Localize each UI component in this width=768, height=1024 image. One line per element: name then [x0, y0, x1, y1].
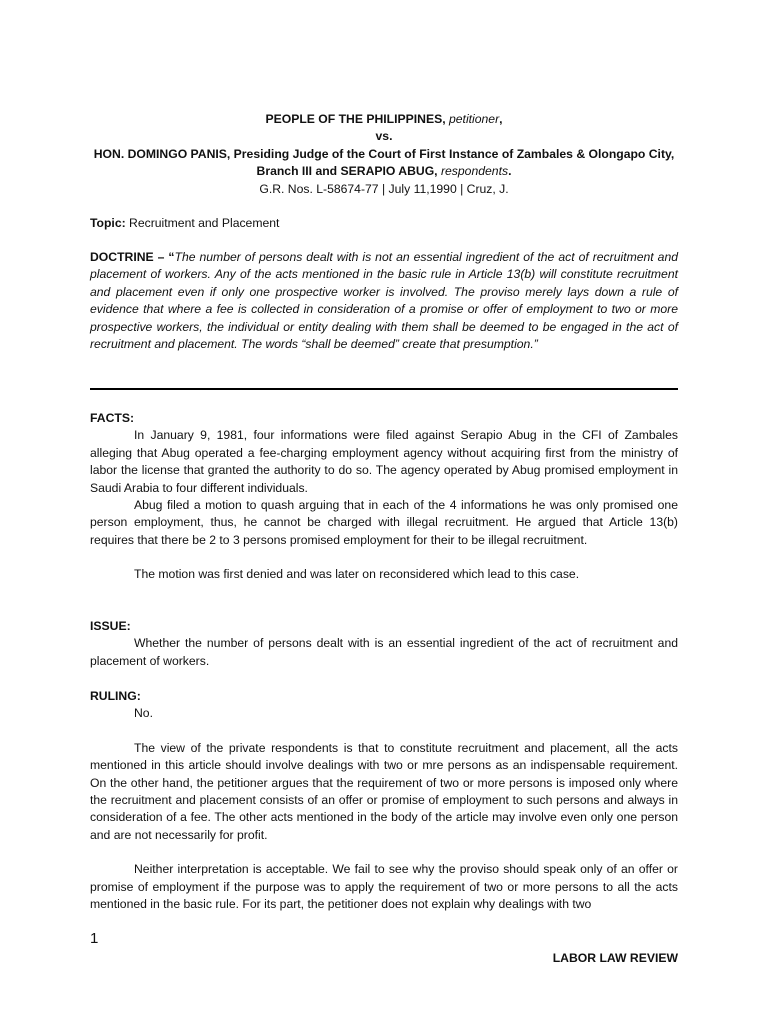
- topic-label: Topic:: [90, 216, 126, 230]
- horizontal-divider: [90, 388, 678, 390]
- doctrine-label: DOCTRINE – “: [90, 250, 175, 264]
- facts-paragraph-3: The motion was first denied and was later on reconsidered which lead to this case.: [134, 567, 580, 582]
- punct: ,: [499, 112, 503, 126]
- facts-heading: FACTS:: [90, 411, 135, 425]
- ruling-heading: RULING:: [90, 689, 141, 703]
- doctrine-text: The number of persons dealt with is not an essential ingredient of the act of recruitment and placement of workers. Any of the acts mentioned in the basic rule in Article 13(b) will constitute recruitment and placement even if only one prospective worker is involved. The proviso merely lays down a rule of evidence that where a fee is collected in consideration of a promise or offer of employment to two or more prospective workers, the individual or entity dealing with them shall be deemed to be engaged in the act of recruitment and placement. The words “shall be deemed” create that presumption.”: [90, 250, 678, 352]
- petitioner-name: PEOPLE OF THE PHILIPPINES,: [265, 112, 446, 126]
- ruling-section: [90, 688, 678, 913]
- caption-versus: vs.: [375, 129, 393, 144]
- ruling-paragraph-1: The view of the private respondents is that to constitute recruitment and placement, all the acts mentioned in this article should involve dealings with two or mre persons as an indispensable requirement. On the other hand, the petitioner argues that the requirement of two or more persons is imposed only where the recruitment and placement consists of an offer or promise of employment to such persons and always in consideration of a fee. The other acts mentioned in the body of the article may involve even only one person and are not necessarily for profit.: [90, 740, 678, 842]
- page-number: 1: [90, 930, 99, 947]
- facts-paragraph-1: In January 9, 1981, four informations were filed against Serapio Abug in the CFI of Zambales alleging that Abug operated a fee-charging employment agency without acquiring first from the ministry of labor the license that granted the authority to do so. The agency operated by Abug promised employment in Saudi Arabia to four different individuals.: [90, 428, 678, 495]
- caption-line-respondents: [90, 163, 678, 180]
- caption-line-petitioner: [90, 111, 678, 128]
- doctrine: [90, 249, 678, 353]
- facts-section: [90, 410, 678, 584]
- case-caption: [90, 111, 678, 198]
- ruling-answer: No.: [134, 706, 153, 721]
- caption-respondent-line: HON. DOMINGO PANIS, Presiding Judge of the Court of First Instance of Zambales & Olongapo City,: [93, 146, 675, 161]
- case-citation: G.R. Nos. L-58674-77 | July 11,1990 | Cruz, J.: [259, 181, 509, 196]
- issue-paragraph: Whether the number of persons dealt with is an essential ingredient of the act of recruitment and placement of workers.: [90, 636, 678, 668]
- respondent-role: respondents: [440, 164, 509, 179]
- facts-paragraph-2: Abug filed a motion to quash arguing that in each of the 4 informations he was only promised one person employment, thus, he cannot be charged with illegal recruitment. He argued that Article 13(b) requires that there be 2 to 3 persons promised employment for their to be illegal recruitment.: [90, 498, 678, 547]
- respondent-name: Branch III and SERAPIO ABUG,: [256, 164, 438, 179]
- topic-line: [90, 215, 678, 232]
- petitioner-role: petitioner: [449, 112, 500, 126]
- issue-section: [90, 618, 678, 670]
- issue-heading: ISSUE:: [90, 619, 131, 633]
- punct: .: [508, 164, 512, 179]
- footer-label: LABOR LAW REVIEW: [552, 951, 678, 965]
- ruling-paragraph-2: Neither interpretation is acceptable. We fail to see why the proviso should speak only of an offer or promise of employment if the purpose was to apply the requirement of two or more persons to all the acts mentioned in the basic rule. For its part, the petitioner does not explain why dealings with two: [90, 862, 678, 912]
- topic-value: Recruitment and Placement: [129, 216, 280, 230]
